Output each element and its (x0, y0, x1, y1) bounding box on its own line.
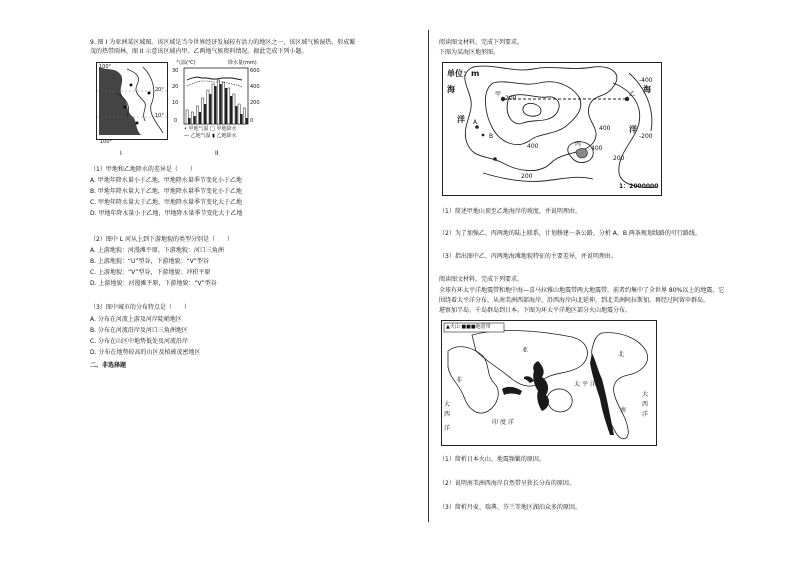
contour-label-400c: 400 (591, 145, 603, 152)
climate-y-30: 30 (172, 68, 179, 74)
q2-option-a: A. 上游地貌：河漫滩平原，下游地貌：河口三角洲 (90, 247, 224, 254)
climate-p-200: 200 (250, 100, 260, 106)
precip-bar-yi (188, 118, 190, 124)
figure-caption-2: II (215, 150, 219, 157)
precip-bar-jia (207, 90, 209, 124)
q2-stem: （2）图中 L 河从上到下游地貌的类型分别是（ ） (90, 236, 233, 243)
precip-bar-jia (191, 112, 193, 124)
contour-label-400b: 400 (599, 125, 611, 132)
q3-stem: （3）图中城市的分布特点是（ ） (90, 304, 190, 311)
q1-option-d: D. 甲地年降水量小于乙地，甲地降水量季节变化大于乙地 (90, 210, 243, 217)
precip-bar-jia (196, 106, 198, 124)
precip-bar-yi (209, 94, 211, 124)
precip-bar-yi (240, 114, 242, 124)
right-intro-1: 阅读图文材料，完成下列要求。 (439, 39, 524, 46)
q3-option-a: A. 分布在河流上游及河岸陡峭地区 (90, 316, 182, 323)
q3-option-b: B. 分布在河流沿岸及河口三角洲地区 (90, 327, 188, 334)
world-label-atlantic-left-1: 大 (444, 401, 451, 408)
world-label-north-america: 北 (618, 351, 625, 358)
contour-sea-right: 海 (643, 85, 651, 94)
q2-option-c: C. 上游地貌：“V”型谷，下游地貌：冲积平原 (90, 269, 211, 276)
precip-bar-yi (230, 96, 232, 124)
precip-bar-yi (199, 112, 201, 124)
section-two-heading: 二、非选择题 (90, 362, 127, 369)
precip-bar-yi (214, 86, 216, 124)
q3-option-c: C. 分布在山区中地势低处及河流沿岸 (90, 338, 189, 345)
precip-bar-yi (235, 106, 237, 124)
precip-bar-jia (212, 84, 214, 124)
world-map-svg (442, 321, 656, 445)
q2-option-b: B. 上游地貌：“U”型谷，下游地貌：“V”型谷 (90, 258, 209, 265)
right-q2: （2）为了加强乙、丙两地的陆上联系，计划修建一条公路，分析 A、B 两条规划线路的可行路线。 (439, 230, 701, 237)
contour-label-200c: 200 (613, 155, 625, 162)
contour-label-200a: 200 (505, 95, 517, 102)
climate-precip-label: 降水量(mm) (228, 60, 257, 66)
world-label-indian-3: 洋 (508, 419, 515, 426)
q1-stem: （1）甲地和乙地降水的差异是（ ） (90, 166, 196, 173)
right-q5: （2）说明南美洲西海岸自然带呈狭长分布的原因。 (439, 480, 575, 487)
right-intro-2: 下图为某海区地形图。 (439, 49, 500, 56)
climate-legend-line1: • 甲地气温 □ 甲地降水 (184, 126, 237, 132)
column-divider (428, 30, 429, 522)
world-label-atlantic-left-2: 西 (444, 411, 451, 418)
climate-chart-figure (170, 60, 262, 142)
q1-option-c: C. 甲地年降水量大于乙地，甲地降水量季节变化大于乙地 (90, 199, 243, 206)
right-para-line1: 全球有环太平洋地震带和地中海—喜马拉雅山地震带两大地震带，前者约集中了全世界 80%以上的地震。它 (439, 287, 725, 294)
regional-map-figure (96, 62, 168, 140)
climate-p-600: 600 (250, 68, 260, 74)
right-q4: （1）简析日本火山、地震频繁的原因。 (439, 456, 545, 463)
world-label-pacific-3: 洋 (590, 381, 597, 388)
q2-option-d: D. 上游地貌：河漫滩平原，下游地貌：“V”型谷 (90, 280, 217, 287)
world-label-south-america: 南 (620, 407, 627, 414)
contour-label-a: A (473, 119, 478, 126)
climate-p-400: 400 (250, 84, 260, 90)
q1-option-b: B. 甲地年降水量大于乙地，甲地降水量季节变化小于乙地 (90, 188, 242, 195)
precip-bar-jia (228, 88, 230, 124)
contour-label-jia: 甲 (495, 91, 502, 98)
precip-bar-yi (194, 116, 196, 124)
right-para-line2: 围绕着太平洋分布，从南美洲西部海岸，沿西海岸向北延伸，到北美洲阿拉斯加，再经过阿留申群岛， (439, 297, 710, 304)
contour-label-yi: 乙 (629, 91, 636, 98)
map-tick-10: 10° (155, 113, 164, 119)
map-tick-20: 20° (155, 87, 164, 93)
right-intro-3: 阅读图文材料，完成下列要求。 (439, 276, 524, 283)
right-q1: （1）简述甲地山顶至乙地海岸的坡度，并说明理由。 (439, 208, 581, 215)
world-map-legend: ▲火山 ■■■地震带 (446, 324, 491, 330)
contour-sea-left: 海 (447, 85, 455, 94)
climate-chart-svg (170, 66, 262, 128)
world-label-indian-2: 度 (500, 419, 507, 426)
world-label-ocean-left: 洋 (444, 425, 451, 432)
climate-y-10: 10 (172, 100, 179, 106)
world-map-figure (441, 320, 657, 446)
contour-label-200b: 200 (521, 173, 533, 180)
climate-y-0: 0 (174, 118, 178, 124)
precip-bar-jia (233, 94, 235, 124)
contour-ocean-left: 洋 (457, 115, 465, 124)
world-label-indian-1: 印 (492, 419, 499, 426)
figure-caption-1: I (120, 150, 122, 157)
world-label-atlantic-right-2: 西 (642, 401, 649, 408)
world-label-africa: 非 (456, 377, 463, 384)
world-label-atlantic-right-3: 洋 (642, 411, 649, 418)
map-tick-100-top: 100° (99, 64, 112, 70)
contour-label-400a: 400 (527, 143, 539, 150)
contour-unit: 单位：m (447, 69, 480, 78)
climate-temp-label: 气温(℃) (176, 60, 196, 66)
map-tick-100-bottom: 100° (100, 139, 113, 145)
precip-bar-jia (238, 104, 240, 124)
precip-bar-yi (246, 118, 248, 124)
contour-label-neg200: -200 (639, 133, 653, 140)
contour-label-neg400: -400 (639, 77, 653, 84)
contour-ocean-right: 洋 (629, 125, 637, 134)
contour-label-bing: 丙 (575, 141, 582, 148)
contour-label-b: B (489, 133, 494, 140)
precip-bar-yi (204, 104, 206, 124)
contour-scale: 1：2000000 (619, 183, 659, 190)
precip-bar-yi (225, 88, 227, 124)
precip-bar-jia (217, 80, 219, 124)
precip-bar-jia (222, 82, 224, 124)
climate-legend-line2: — 乙地气温 ▮ 乙地降水 (184, 133, 237, 139)
right-para-line3: 堪察加半岛、千岛群岛到日本。下图为环太平洋地区部分火山地震分布。 (439, 307, 632, 314)
right-q3: （3）指出图中乙、丙两地海滩地貌特征的主要差异，并说明理由。 (439, 253, 617, 260)
world-label-pacific-2: 平 (582, 381, 589, 388)
q9-intro-line1: 9. 图 I 为亚洲某区域图。该区域是当今世界经济发展较有活力的地区之一，该区域气候湿热，形成繁 (90, 39, 356, 46)
q9-intro-line2: 茂的热带雨林，图 II 示意该区域内甲、乙两地气候资料情况。据此完成下列小题。 (90, 48, 308, 55)
world-label-asia: 亚 (522, 347, 529, 354)
world-label-atlantic-right-1: 大 (642, 391, 649, 398)
climate-y-20: 20 (172, 84, 179, 90)
q1-option-a: A. 甲地年降水量小于乙地，甲地降水量季节变化小于乙地 (90, 177, 242, 184)
precip-bar-jia (243, 108, 245, 124)
right-q6: （3）简析丹麦、瑞典、芬兰等地区湖泊众多的原因。 (439, 504, 581, 511)
precip-bar-jia (186, 110, 188, 124)
precip-bar-jia (202, 98, 204, 124)
precip-bar-yi (220, 84, 222, 124)
contour-map-figure (442, 62, 662, 196)
world-label-pacific-1: 太 (574, 381, 581, 388)
q3-option-d: D. 分布在地势较高的山区及植被茂密地区 (90, 349, 201, 356)
climate-p-0: 0 (250, 118, 254, 124)
